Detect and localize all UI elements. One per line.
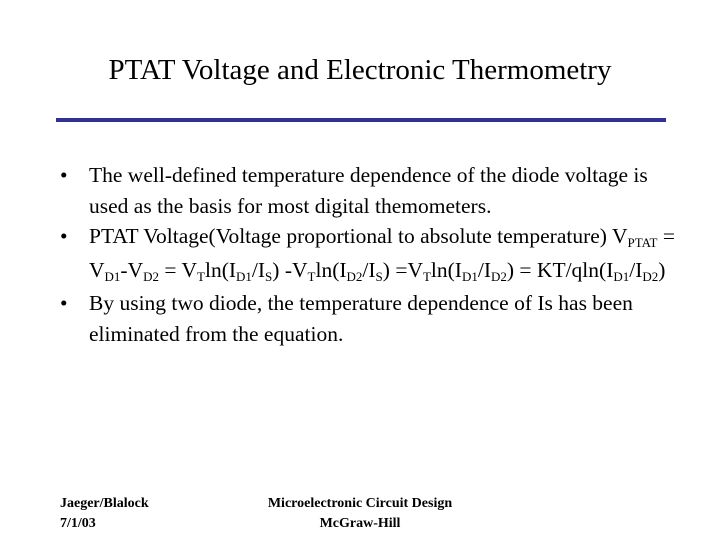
bullet-item bbox=[60, 288, 680, 349]
equation-text: ) bbox=[658, 257, 666, 282]
subscript: D2 bbox=[642, 268, 659, 284]
footer-date: 7/1/03 bbox=[60, 516, 96, 531]
bullet-icon: • bbox=[60, 163, 68, 187]
equation-text: /I bbox=[477, 257, 491, 282]
equation-text: ln(I bbox=[204, 257, 237, 282]
bullet-item bbox=[60, 221, 680, 288]
subscript: T bbox=[307, 268, 316, 284]
subscript: PTAT bbox=[627, 235, 658, 250]
subscript: S bbox=[375, 268, 383, 284]
bullet-text bbox=[89, 224, 675, 282]
equation-text: /I bbox=[629, 257, 643, 282]
subscript: D1 bbox=[236, 268, 252, 284]
equation-text: /I bbox=[362, 257, 376, 282]
equation-text: = V bbox=[89, 224, 676, 282]
footer-publisher: McGraw-Hill bbox=[319, 516, 401, 531]
bullet-text: The well-defined temperature dependence of the diode voltage is used as the basis for most digital themometers. bbox=[89, 163, 648, 218]
equation-text: = V bbox=[159, 257, 198, 282]
bullet-text: By using two diode, the temperature dependence of Is has been eliminated from the equation. bbox=[89, 291, 633, 346]
equation-text: PTAT Voltage(Voltage proportional to absolute temperature) V bbox=[89, 224, 628, 248]
bullet-item bbox=[60, 160, 680, 221]
subscript: T bbox=[422, 268, 431, 284]
equation-text: ) -V bbox=[272, 257, 308, 282]
equation-text: ) = KT/qln(I bbox=[506, 257, 614, 282]
footer-book bbox=[0, 494, 720, 534]
subscript: S bbox=[265, 268, 273, 284]
subscript: D1 bbox=[613, 268, 630, 284]
equation-text: /I bbox=[251, 257, 266, 282]
equation-text: -V bbox=[120, 257, 144, 282]
subscript: D2 bbox=[143, 268, 159, 284]
subscript: D1 bbox=[104, 268, 121, 284]
title-divider bbox=[56, 118, 666, 122]
slide-title: PTAT Voltage and Electronic Thermometry bbox=[108, 54, 612, 86]
subscript: D2 bbox=[346, 268, 363, 284]
subscript: D2 bbox=[491, 268, 507, 284]
footer-author-names: Jaeger/Blalock bbox=[60, 496, 149, 511]
bullet-icon: • bbox=[60, 224, 68, 248]
equation-text: ln(I bbox=[315, 257, 347, 282]
equation-text: ) =V bbox=[382, 257, 423, 282]
bullet-list bbox=[60, 160, 680, 349]
bullet-icon: • bbox=[60, 291, 68, 315]
equation-text: ln(I bbox=[430, 257, 462, 282]
subscript: D1 bbox=[461, 268, 478, 284]
footer-book-title: Microelectronic Circuit Design bbox=[267, 496, 453, 511]
subscript: T bbox=[197, 268, 205, 284]
